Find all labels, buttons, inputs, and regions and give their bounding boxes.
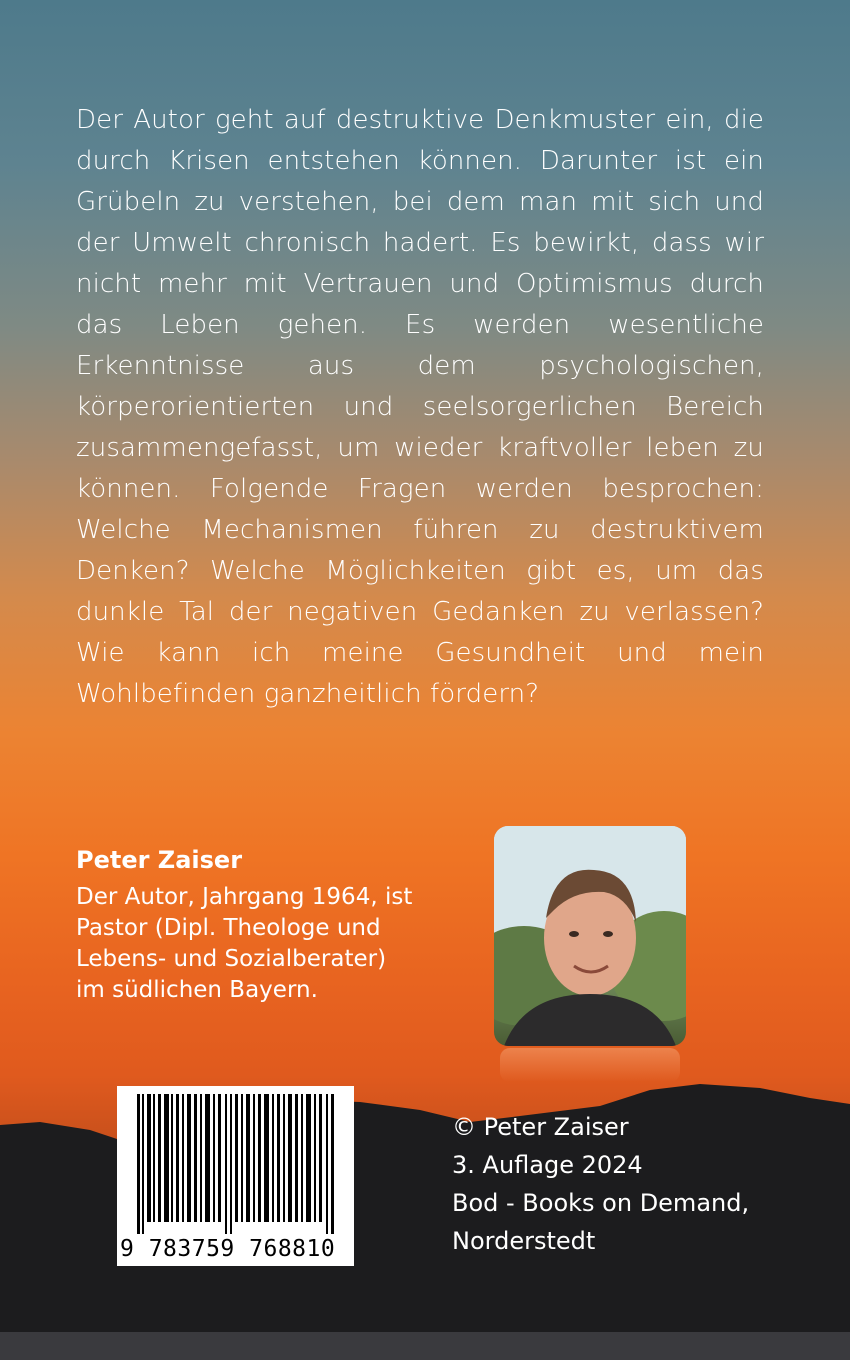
isbn-number: 9 783759 768810 [120, 1236, 336, 1262]
author-photo [494, 826, 686, 1046]
author-portrait-image [494, 826, 686, 1046]
imprint-place: Norderstedt [452, 1227, 596, 1255]
back-cover-blurb: Der Autor geht auf destruktive Denkmuster ein, die durch Krisen entstehen können. Darunter ist ein Grübeln zu verstehen, bei dem man mit sich und der Umwelt chronisch hadert. Es bewirkt, dass wir nicht mehr mit Vertrauen und Optimismus durch das Leben gehen. Es werden wesentliche Erkenntnisse aus dem psychologischen, körperorientierten und seelsorgerlichen Bereich zusammengefasst, um wieder kraftvoller leben zu können. Folgende Fragen werden besprochen: Welche Mechanismen führen zu destruktivem Denken? Welche Möglichkeiten gibt es, um das dunkle Tal der negativen Gedanken zu verlassen? Wie kann ich meine Gesundheit und mein Wohlbefinden ganzheitlich fördern? [76, 105, 764, 709]
imprint [452, 1108, 832, 1260]
imprint-copyright: © Peter Zaiser [452, 1113, 629, 1141]
isbn-barcode [117, 1086, 354, 1266]
barcode-bars [137, 1094, 337, 1234]
author-bio: Der Autor, Jahrgang 1964, ist Pastor (Dipl. Theologe und Lebens- und Sozialberater) im südlichen Bayern. [76, 884, 413, 1003]
imprint-publisher: Bod - Books on Demand, [452, 1189, 750, 1217]
author-name: Peter Zaiser [76, 846, 243, 874]
imprint-edition: 3. Auflage 2024 [452, 1151, 643, 1179]
